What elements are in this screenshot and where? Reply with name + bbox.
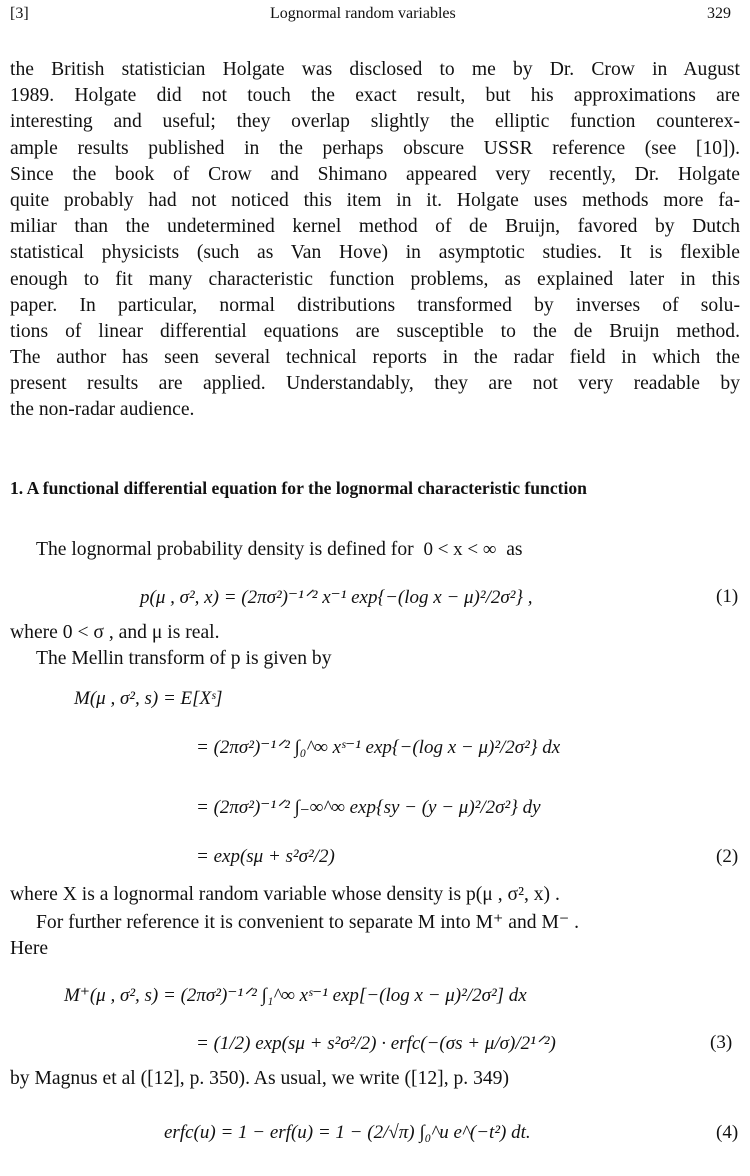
inline-math: 0 < x < ∞ [423, 539, 497, 560]
paragraph-mellin: The Mellin transform of p is given by [36, 648, 332, 669]
equation-1: p(μ , σ², x) = (2πσ²)⁻¹ᐟ² x⁻¹ exp{−(log x − μ)²/2σ²} , [140, 587, 533, 608]
equation-2-line: = (2πσ²)⁻¹ᐟ² ∫₀^∞ xˢ⁻¹ exp{−(log x − μ)²/2σ²} dx [196, 737, 561, 758]
text-line: ample results published in the perhaps obscure USSR reference (see [10]). [10, 137, 740, 159]
page-number: 329 [707, 5, 731, 22]
text-line: the British statistician Holgate was disclosed to me by Dr. Crow in August [10, 59, 740, 80]
equation-number: (3) [710, 1032, 733, 1053]
paragraph-density-intro [36, 539, 523, 561]
equation-number: (1) [716, 586, 739, 607]
text-line: tions of linear differential equations are susceptible to the de Bruijn method. [10, 320, 740, 342]
text: as [506, 539, 523, 560]
text: The lognormal probability density is defined for [36, 539, 414, 560]
paragraph-where: where 0 < σ , and μ is real. [10, 622, 220, 643]
equation-2-line: = (2πσ²)⁻¹ᐟ² ∫₋∞^∞ exp{sy − (y − μ)²/2σ²} dy [196, 797, 541, 818]
paragraph-here: Here [10, 938, 49, 959]
text-line: The author has seen several technical reports in the radar field in which the [10, 347, 740, 369]
text-line: quite probably had not noticed this item in it. Holgate uses methods more fa- [10, 189, 740, 211]
text-line: 1989. Holgate did not touch the exact result, but his approximations are [10, 85, 740, 107]
text-line: enough to fit many characteristic function problems, as explained later in this [10, 268, 740, 290]
text-line: Since the book of Crow and Shimano appeared very recently, Dr. Holgate [10, 163, 740, 185]
equation-number: (2) [716, 846, 739, 867]
running-title: Lognormal random variables [270, 5, 456, 22]
text-line: present results are applied. Understandably, they are not very readable by [10, 373, 740, 395]
equation-4: erfc(u) = 1 − erf(u) = 1 − (2/√π) ∫₀^u e^(−t²) dt. [164, 1122, 531, 1143]
text-line: statistical physicists (such as Van Hove) in asymptotic studies. It is flexible [10, 242, 740, 264]
section-marker: [3] [10, 5, 29, 22]
equation-2-line: = exp(sμ + s²σ²/2) [196, 846, 335, 867]
paragraph-where-x: where X is a lognormal random variable whose density is p(μ , σ², x) . [10, 884, 560, 905]
text-line: interesting and useful; they overlap slightly the elliptic function counterex- [10, 111, 740, 133]
equation-number: (4) [716, 1122, 739, 1143]
paragraph-separate: For further reference it is convenient to separate M into M⁺ and M⁻ . [36, 912, 580, 933]
equation-3-line: = (1/2) exp(sμ + s²σ²/2) · erfc(−(σs + μ/σ)/2¹ᐟ²) [196, 1033, 556, 1054]
paragraph-magnus: by Magnus et al ([12], p. 350). As usual, we write ([12], p. 349) [10, 1068, 509, 1089]
intro-paragraph [10, 57, 740, 424]
text-line: paper. In particular, normal distributions transformed by inverses of solu- [10, 294, 740, 316]
equation-3-line: M⁺(μ , σ², s) = (2πσ²)⁻¹ᐟ² ∫₁^∞ xˢ⁻¹ exp[−(log x − μ)²/2σ²] dx [64, 985, 527, 1006]
text-line: the non-radar audience. [10, 399, 195, 421]
equation-2-line: M(μ , σ², s) = E[Xˢ] [74, 688, 223, 709]
text-line: miliar than the undetermined kernel method of de Bruijn, favored by Dutch [10, 216, 740, 238]
section-heading: 1. A functional differential equation for the lognormal characteristic function [10, 478, 587, 498]
